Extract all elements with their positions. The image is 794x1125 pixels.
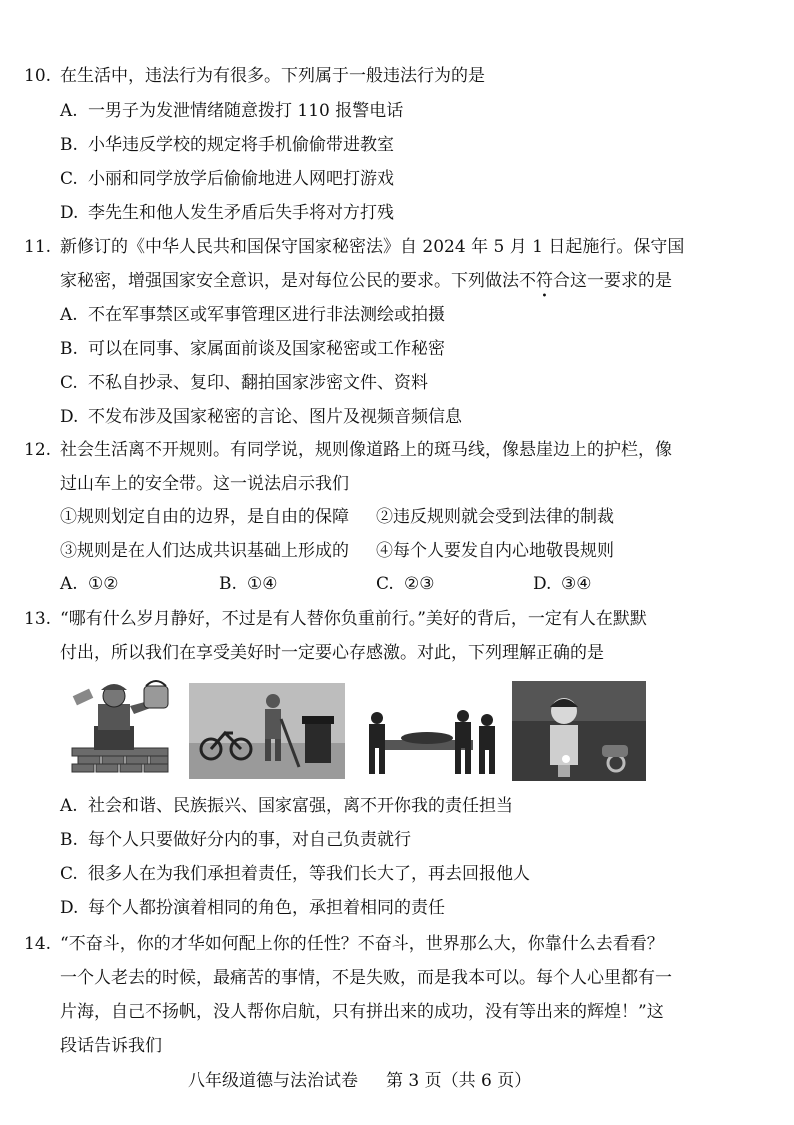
option-c-label: C. <box>60 169 78 189</box>
option-a-label: A. <box>60 796 78 816</box>
question-stem: 在生活中，违法行为有很多。下列属于一般违法行为的是 <box>60 66 485 86</box>
question-number: 13. <box>24 609 52 629</box>
option-a-text: 一男子为发泄情绪随意拨打 110 报警电话 <box>88 101 404 121</box>
stem-part-1: 家秘密，增强国家安全意识，是对每位公民的要求。下列做法 <box>60 271 519 291</box>
question-stem-line-1: 社会生活离不开规则。有同学说，规则像道路上的斑马线，像悬崖边上的护栏，像 <box>60 440 672 460</box>
option-b-text: 小华违反学校的规定将手机偷偷带进教室 <box>88 135 394 155</box>
option-c-text: 很多人在为我们承担着责任，等我们长大了，再去回报他人 <box>88 864 530 884</box>
option-c-label: C. <box>60 373 78 393</box>
option-d-label: D. <box>60 203 79 223</box>
option-a-text: 社会和谐、民族振兴、国家富强，离不开你我的责任担当 <box>88 796 513 816</box>
option-c-text: 小丽和同学放学后偷偷地进人网吧打游戏 <box>88 169 394 189</box>
question-number: 12. <box>24 440 52 460</box>
statement-1: ①规则划定自由的边界，是自由的保障 <box>60 507 349 527</box>
option-a-text: 不在军事禁区或军事管理区进行非法测绘或拍摄 <box>88 305 445 325</box>
option-a-label: A. <box>60 574 78 594</box>
option-c-text: ②③ <box>404 574 435 594</box>
footer <box>188 1069 531 1093</box>
option-a-label: A. <box>60 305 78 325</box>
question-stem-line-1: 新修订的《中华人民共和国保守国家秘密法》自 2024 年 5 月 1 日起施行。保守国 <box>60 237 685 257</box>
option-a-label: A. <box>60 101 78 121</box>
question-stem-line-1: “哪有什么岁月静好，不过是有人替你负重前行。”美好的背后，一定有人在默默 <box>60 609 647 629</box>
question-number: 14. <box>24 934 52 954</box>
question-stem-line-3: 片海，自己不扬帆，没人帮你启航，只有拼出来的成功，没有等出来的辉煌！”这 <box>60 1002 664 1022</box>
question-stem-line-2: 一个人老去的时候，最痛苦的事情，不是失败，而是我本可以。每个人心里都有一 <box>60 968 672 988</box>
question-stem-line-2: 付出，所以我们在享受美好时一定要心存感激。对此，下列理解正确的是 <box>60 643 604 663</box>
option-d-text: ③④ <box>561 574 592 594</box>
footer-page-number: 第 3 页（共 6 页） <box>386 1071 532 1091</box>
option-b-label: B. <box>60 830 78 850</box>
option-d-text: 每个人都扮演着相同的角色，承担着相同的责任 <box>88 898 445 918</box>
emphasized-text: 不符合 <box>519 271 570 291</box>
question-stem-line-2 <box>60 269 672 293</box>
option-d-label: D. <box>60 898 79 918</box>
option-c-text: 不私自抄录、复印、翻拍国家涉密文件、资料 <box>88 373 428 393</box>
option-d-text: 李先生和他人发生矛盾后失手将对方打残 <box>88 203 394 223</box>
option-b-label: B. <box>60 339 78 359</box>
question-stem-line-4: 段话告诉我们 <box>60 1036 162 1056</box>
option-d-text: 不发布涉及国家秘密的言论、图片及视频音频信息 <box>88 407 462 427</box>
illustration-bricklayer <box>66 676 176 780</box>
option-b-text: 可以在同事、家属面前谈及国家秘密或工作秘密 <box>88 339 445 359</box>
illustration-street-cleaner <box>189 683 345 779</box>
question-number: 10. <box>24 66 52 86</box>
option-d-label: D. <box>60 407 79 427</box>
statement-4: ④每个人要发自内心地敬畏规则 <box>376 541 614 561</box>
option-b-label: B. <box>60 135 78 155</box>
option-c-label: C. <box>60 864 78 884</box>
option-c-label: C. <box>376 574 394 594</box>
option-b-text: ①④ <box>247 574 278 594</box>
question-number: 11. <box>24 237 52 257</box>
stem-part-2: 这一要求的是 <box>570 271 672 291</box>
statement-3: ③规则是在人们达成共识基础上形成的 <box>60 541 349 561</box>
statement-2: ②违反规则就会受到法律的制裁 <box>376 507 614 527</box>
footer-subject: 八年级道德与法治试卷 <box>188 1071 358 1091</box>
option-a-text: ①② <box>88 574 119 594</box>
option-b-label: B. <box>219 574 237 594</box>
question-stem-line-2: 过山车上的安全带。这一说法启示我们 <box>60 474 349 494</box>
question-stem-line-1: “不奋斗，你的才华如何配上你的任性？不奋斗，世界那么大，你靠什么去看看？ <box>60 934 664 954</box>
illustration-delivery-rider <box>512 681 646 781</box>
option-d-label: D. <box>533 574 552 594</box>
illustration-rescuers-stretcher <box>363 710 505 780</box>
option-b-text: 每个人只要做好分内的事，对自己负责就行 <box>88 830 411 850</box>
